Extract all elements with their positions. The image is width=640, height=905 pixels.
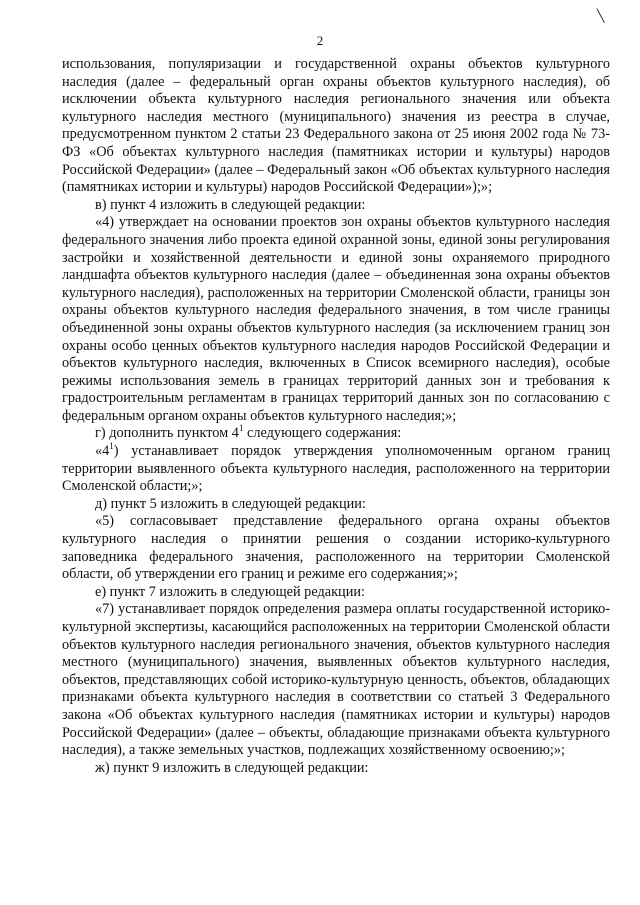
item-g-text: г) дополнить пунктом 4 <box>95 425 239 442</box>
paragraph-point-7: «7) устанавливает порядок определения размера оплаты государственной историко-культурной экспертизы, касающийся расположенных на территории Смоленской области объектов культурного наследия регионального значения, объектов культурного наследия местного (муниципального) значения, выявленных объектов культурного наследия, объектов, представляющих собой историко-культурную ценность, объектов, обладающих признаками объекта культурного наследия в соответствии со статьей 3 Федерального закона «Об объектах культурного наследия (памятниках истории и культуры) народов Российской Федерации» (далее – объекты, обладающие признаками объекта культурного наследия), а также земельных участков, подлежащих хозяйственному освоению;»; <box>62 601 610 759</box>
paragraph-item-v: в) пункт 4 изложить в следующей редакции: <box>95 196 366 213</box>
paragraph-intro: использования, популяризации и государственной охраны объектов культурного наследия (далее – федеральный орган охраны объектов культурного наследия), об исключении объекта культурного наследия регионального значения или объекта культурного наследия местного (муниципального) значения из реестра в случае, предусмотренном пунктом 2 статьи 23 Федерального закона от 25 июня 2002 года № 73-ФЗ «Об объектах культурного наследия (памятниках истории и культуры) народов Российской Федерации» (далее – Федеральный закон «Об объектах культурного наследия (памятниках истории и культуры) народов Российской Федерации»);»; <box>62 56 610 196</box>
paragraph-item-d: д) пункт 5 изложить в следующей редакции: <box>95 495 366 512</box>
point-4-1-superscript: 1 <box>109 441 114 452</box>
document-body <box>62 56 610 777</box>
paragraph-point-4-1 <box>62 443 610 496</box>
paragraph-point-4: «4) утверждает на основании проектов зон охраны объектов культурного наследия федерального значения либо проекта единой охранной зоны, единой зоны регулирования застройки и хозяйственной деятельности и единой зоны охраняемого природного ландшафта объектов культурного наследия (далее – объединенная зона охраны объектов культурного наследия), расположенных на территории Смоленской области, границы зон охраны объектов культурного наследия федерального значения, в том числе границы объединенной зоны охраны объектов культурного наследия (за исключением границ зон охраны особо ценных объектов культурного наследия народов Российской Федерации и объектов культурного наследия, включенных в Список всемирного наследия), особые режимы использования земель в границах территорий данных зон и требования к градостроительным регламентам в границах территорий данных зон по согласованию с федеральным органом охраны объектов культурного наследия;»; <box>62 214 610 424</box>
paragraph-item-g <box>62 425 610 443</box>
pen-mark <box>596 7 607 23</box>
item-g-superscript: 1 <box>238 423 244 434</box>
paragraph-point-5: «5) согласовывает представление федерального органа охраны объектов культурного наследия о принятии решения о создании историко-культурного заповедника федерального значения, расположенного на территории Смоленской области, об утверждении его границ и режиме его содержания;»; <box>62 513 610 583</box>
point-4-1-open: «4 <box>95 443 110 460</box>
page-number: 2 <box>316 33 324 48</box>
item-g-text-end: следующего содержания: <box>243 425 402 442</box>
paragraph-item-e: е) пункт 7 изложить в следующей редакции: <box>95 583 365 600</box>
paragraph-item-zh: ж) пункт 9 изложить в следующей редакции: <box>95 759 369 776</box>
point-4-1-text: ) устанавливает порядок утверждения уполномоченным органом границ территории выявленного объекта культурного наследия, расположенного на территории Смоленской области;»; <box>62 443 610 495</box>
